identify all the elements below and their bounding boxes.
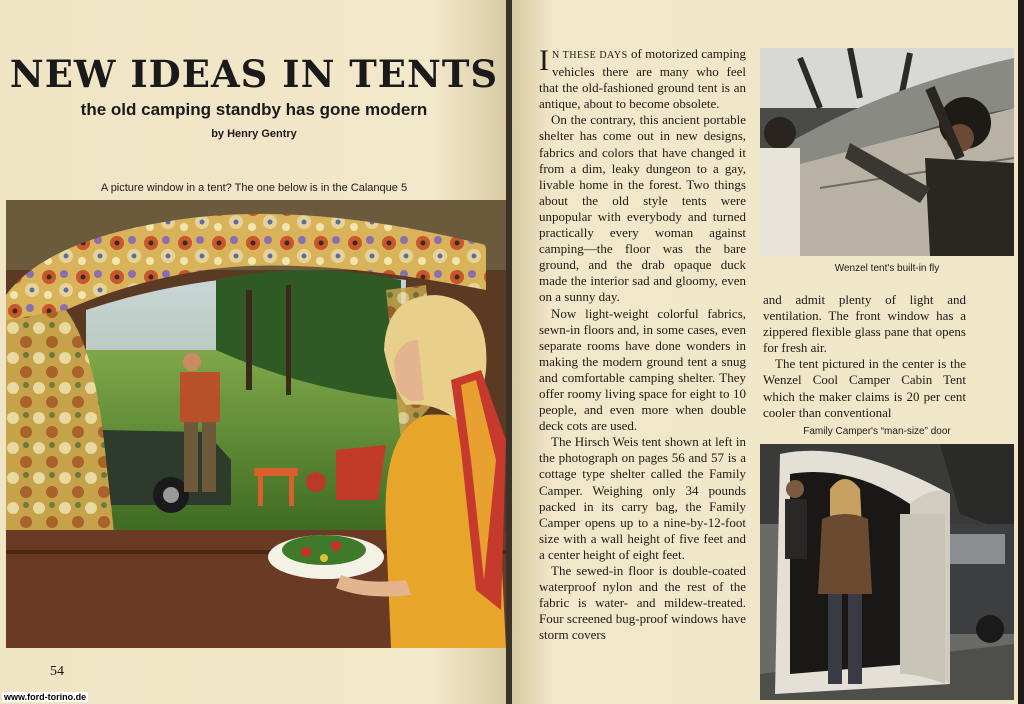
article-column-2 [763, 292, 966, 421]
tent-picture-window-photo [6, 200, 506, 648]
lead-small-caps: N THESE DAYS [552, 50, 628, 61]
drop-cap: I [539, 44, 549, 77]
paragraph: Now light-weight colorful fabrics, sewn-in floors and, in some cases, even separate rooms have done wonders in making the modern ground tent a snug and comfortable camping shelter. They offer roomy living space for eight to 10 people, and even more when double deck cots are used. [539, 305, 746, 434]
paragraph: and admit plenty of light and ventilation. The front window has a zippered flexible glass pane that opens for fresh air. [763, 292, 966, 356]
watermark: www.ford-torino.de [4, 692, 87, 702]
door-photo-caption: Family Camper's “man-size” door [803, 426, 951, 437]
paragraph: On the contrary, this ancient portable shelter has come out in new designs, fabrics and colors that have changed it from a dim, leaky dungeon to a gay, livable home in the forest. Two things about the old style tents were unpopular with everybody and turned practically every woman against camping—the floor was the bare ground, and the drab opaque duck made the interior sad and gloomy, even on a sunny day. [539, 112, 746, 305]
paragraph: The tent pictured in the center is the Wenzel Cool Camper Cabin Tent which the maker claims is 20 per cent cooler than conventional [763, 356, 966, 420]
fly-photo-caption: Wenzel tent's built-in fly [834, 263, 940, 274]
article-subtitle: the old camping standby has gone modern [80, 100, 428, 119]
main-photo-caption: A picture window in a tent? The one below is in the Calanque 5 [100, 182, 408, 194]
left-page [0, 0, 508, 704]
page-edge [1018, 0, 1024, 704]
wenzel-tent-fly-photo [760, 48, 1014, 256]
article-column-1 [539, 46, 746, 643]
page-number: 54 [50, 664, 64, 679]
paragraph [539, 46, 746, 112]
family-camper-door-photo [760, 444, 1014, 700]
article-title: NEW IDEAS IN TENTS [9, 52, 499, 96]
paragraph: The Hirsch Weis tent shown at left in the photograph on pages 56 and 57 is a cottage type shelter called the Family Camper. Weighing only 34 pounds packed in its carry bag, the Family Camper opens up to a nine-by-12-foot size with a wall height of five feet and a center height of eight feet. [539, 434, 746, 562]
lead-text: of motorized camping vehicles there are many who feel that the old-fashioned ground tent is an antique, about to become obsolete. [539, 46, 746, 112]
byline: by Henry Gentry [211, 128, 297, 140]
paragraph: The sewed-in floor is double-coated waterproof nylon and the rest of the fabric is water- and mildew-treated. Four screened bug-proof windows have storm covers [539, 563, 746, 643]
